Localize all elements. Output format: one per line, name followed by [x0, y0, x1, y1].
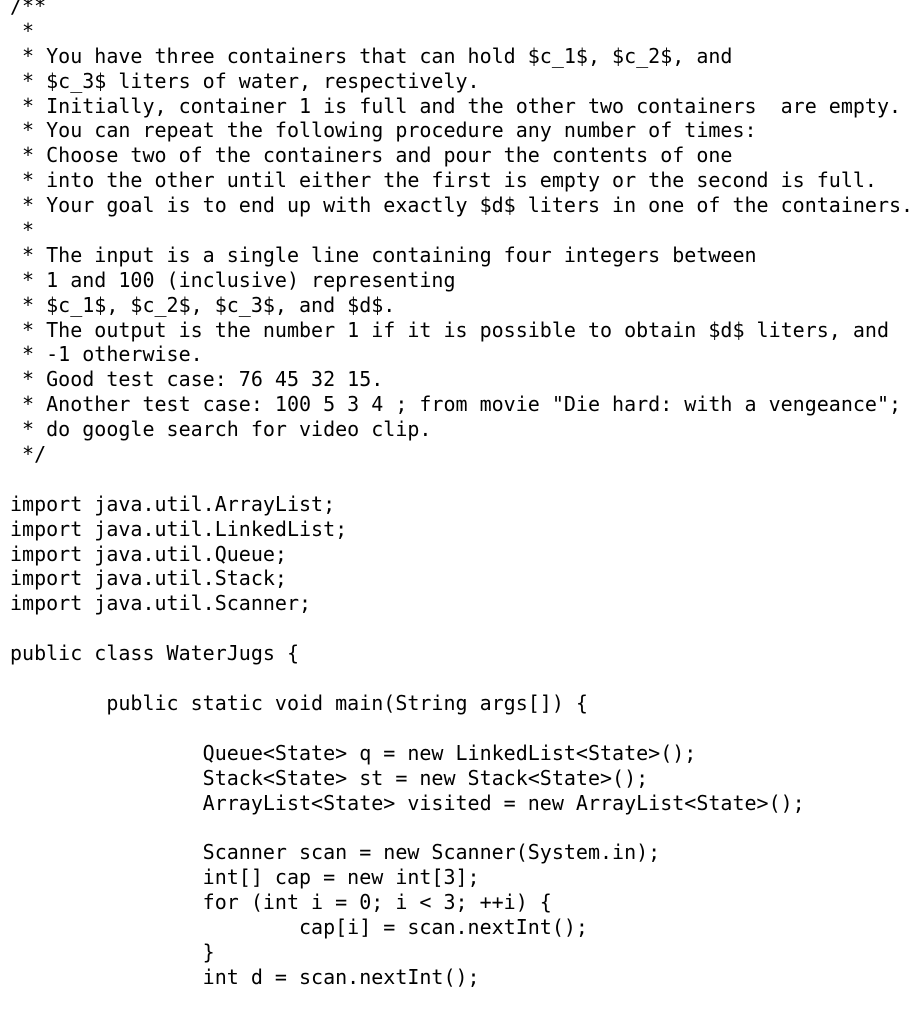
code-line: import java.util.Stack;	[10, 566, 287, 591]
code-line: import java.util.Queue;	[10, 541, 287, 566]
code-line: * Another test case: 100 5 3 4 ; from movie "Die hard: with a vengeance";	[10, 392, 902, 417]
code-line: cap[i] = scan.nextInt();	[10, 914, 588, 939]
code-line: * You can repeat the following procedure any number of times:	[10, 118, 757, 143]
code-line: * You have three containers that can hold $c_1$, $c_2$, and	[10, 43, 733, 68]
code-line: ArrayList<State> visited = new ArrayList<State>();	[10, 790, 805, 815]
code-line: /**	[10, 0, 47, 18]
code-line: public class WaterJugs {	[10, 641, 299, 666]
code-line	[10, 716, 913, 741]
code-line	[10, 666, 913, 691]
code-line: */	[10, 442, 47, 467]
code-line	[10, 616, 913, 641]
code-line: import java.util.LinkedList;	[10, 516, 348, 541]
code-line: Stack<State> st = new Stack<State>();	[10, 765, 649, 790]
code-line: * $c_1$, $c_2$, $c_3$, and $d$.	[10, 292, 396, 317]
code-line: * $c_3$ liters of water, respectively.	[10, 68, 480, 93]
code-line: * Choose two of the containers and pour the contents of one	[10, 143, 733, 168]
code-line	[10, 815, 913, 840]
code-line: * Your goal is to end up with exactly $d$ liters in one of the containers.	[10, 193, 914, 218]
code-line: *	[10, 18, 35, 43]
code-line: * Initially, container 1 is full and the other two containers are empty.	[10, 93, 902, 118]
code-line: import java.util.Scanner;	[10, 591, 312, 616]
code-line	[10, 467, 913, 492]
code-line: * The input is a single line containing four integers between	[10, 242, 757, 267]
code-line: int d = scan.nextInt();	[10, 964, 480, 989]
code-line: public static void main(String args[]) {	[10, 690, 588, 715]
code-line: import java.util.ArrayList;	[10, 491, 336, 516]
code-line: }	[10, 939, 215, 964]
code-line: * Good test case: 76 45 32 15.	[10, 367, 384, 392]
code-line: int[] cap = new int[3];	[10, 865, 480, 890]
code-line: Scanner scan = new Scanner(System.in);	[10, 840, 661, 865]
code-line: Queue<State> q = new LinkedList<State>();	[10, 740, 697, 765]
code-line: * The output is the number 1 if it is possible to obtain $d$ liters, and	[10, 317, 889, 342]
code-block	[10, 0, 913, 990]
code-line: for (int i = 0; i < 3; ++i) {	[10, 890, 552, 915]
code-line: * do google search for video clip.	[10, 417, 432, 442]
code-line: *	[10, 218, 35, 243]
code-line: * into the other until either the first is empty or the second is full.	[10, 168, 877, 193]
code-line: * -1 otherwise.	[10, 342, 203, 367]
code-line: * 1 and 100 (inclusive) representing	[10, 267, 456, 292]
